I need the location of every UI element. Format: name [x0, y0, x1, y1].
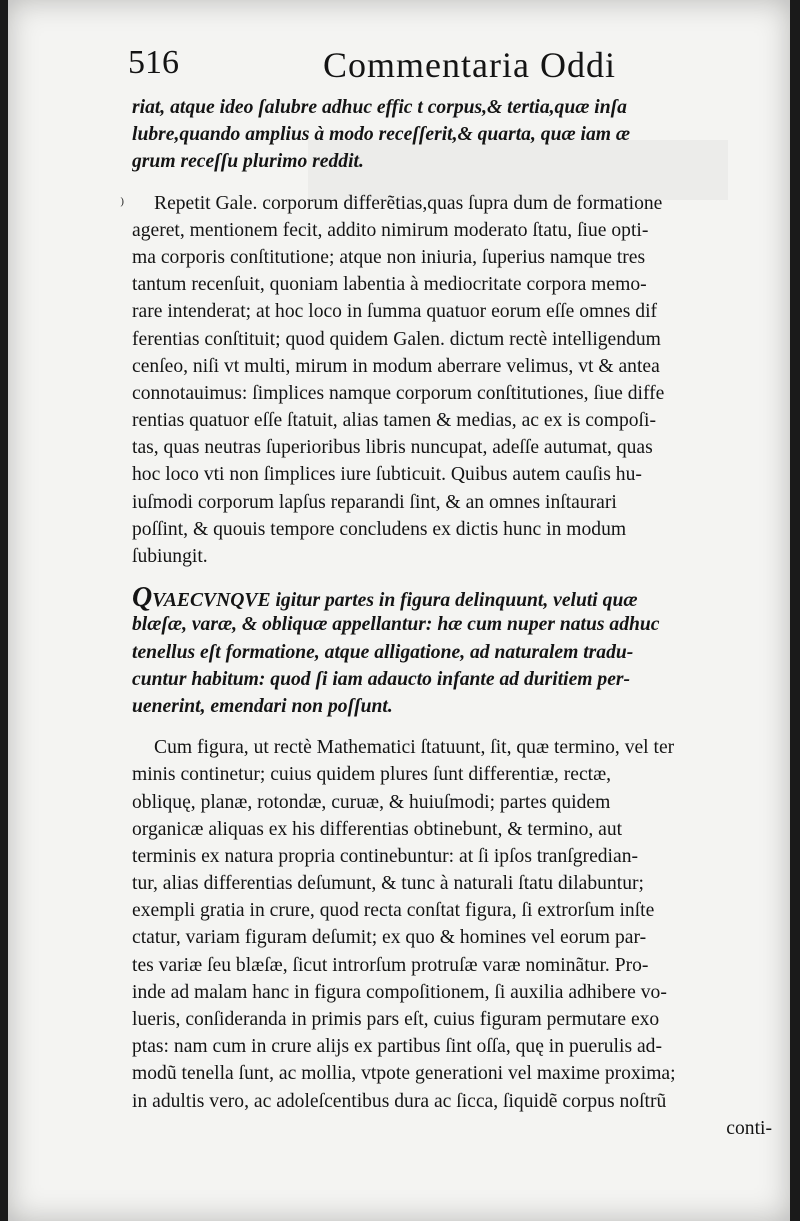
- lemma-paragraph: [132, 584, 772, 720]
- text-line: organicæ aliquas ex his differentias obtinebunt, & termino, aut: [132, 818, 623, 840]
- text-line: ptas: nam cum in crure alijs ex partibus ſint oſſa, quę in puerulis ad-: [132, 1036, 662, 1058]
- catchword: conti-: [726, 1117, 772, 1139]
- text-line: riat, atque ideo ſalubre adhuc effic t corpus,& tertia,quæ inſa: [132, 97, 627, 118]
- margin-tick-mark: ⁾: [120, 195, 125, 216]
- text-line: lueris, conſideranda in primis pars eſt, cuius figuram permutare exo: [132, 1009, 660, 1030]
- text-line: iuſmodi corporum lapſus reparandi ſint, & an omnes inſtaurari: [132, 491, 617, 513]
- text-line: modũ tenella ſunt, ac mollia, vtpote generationi vel maxime proxima;: [132, 1063, 676, 1085]
- text-line: terminis ex natura propria continebuntur: at ſi ipſos tranſgredian-: [132, 845, 639, 867]
- text-line: cenſeo, niſi vt multi, mirum in modum aberrare velimus, vt & antea: [132, 355, 660, 377]
- text-line: Repetit Gale. corporum differẽtias,quas ſupra dum de formatione: [154, 192, 663, 214]
- text-line: poſſint, & quouis tempore concludens ex dictis hunc in modum: [132, 518, 627, 540]
- text-line: grum receſſu plurimo reddit.: [132, 151, 364, 173]
- page-header: [128, 44, 748, 92]
- text-line: VAECVNQVE igitur partes in figura delinquunt, veluti quæ: [152, 590, 638, 612]
- commentary-paragraph-1: [132, 190, 772, 571]
- page-number: 516: [128, 44, 179, 81]
- text-line: lubre,quando amplius à modo receſſerit,& quarta, quæ iam æ: [132, 124, 631, 146]
- text-line: minis continetur; cuius quidem plures ſunt differentiæ, rectæ,: [132, 764, 612, 786]
- text-line: connotauimus: ſimplices namque corporum conſtitutiones, ſiue diffe: [132, 382, 665, 404]
- text-line: uenerint, emendari non poſſunt.: [132, 695, 393, 717]
- text-line: rentias quatuor eſſe ſtatuit, alias tamen & medias, ac ex is compoſi-: [132, 410, 656, 432]
- text-line: tes variæ ſeu blæſæ, ſicut introrſum protruſæ varæ nominãtur. Pro-: [132, 954, 649, 976]
- text-line: tenellus eſt formatione, atque alligatione, ad naturalem tradu-: [132, 641, 634, 663]
- continuation-lemma: [132, 94, 772, 176]
- text-line: exempli gratia in crure, quod recta conſtat figura, ſi extrorſum inſte: [132, 900, 655, 922]
- text-line: Cum figura, ut rectè Mathematici ſtatuunt, ſit, quæ termino, vel ter: [154, 737, 675, 759]
- lemma-dropcap: Q: [132, 584, 153, 612]
- main-text: [132, 94, 772, 1142]
- text-line: tur, alias differentias deſumunt, & tunc à naturali ſtatu dilabuntur;: [132, 873, 644, 895]
- text-line: rare intenderat; at hoc loco in ſumma quatuor eorum eſſe omnes dif: [132, 301, 658, 323]
- text-line: inde ad malam hanc in figura compoſitionem, ſi auxilia adhibere vo-: [132, 981, 667, 1003]
- text-line: ageret, mentionem fecit, addito nimirum moderato ſtatu, ſiue opti-: [132, 219, 649, 241]
- text-line: cuntur habitum: quod ſi iam adaucto infante ad duritiem per-: [132, 668, 631, 690]
- text-line: tantum recenſuit, quoniam labentia à mediocritate corpora memo-: [132, 274, 647, 296]
- text-line: in adultis vero, ac adoleſcentibus dura ac ſicca, ſiquidẽ corpus noſtrũ: [132, 1090, 667, 1112]
- text-line: ſubiungit.: [132, 546, 208, 567]
- running-head: Commentaria Oddi: [323, 45, 616, 85]
- text-line: blæſæ, varæ, & obliquæ appellantur: hæ cum nuper natus adhuc: [132, 614, 660, 636]
- text-line: hoc loco vti non ſimplices iure ſubticuit. Quibus autem cauſis hu-: [132, 464, 642, 486]
- text-line: ferentias conſtituit; quod quidem Galen. dictum rectè intelligendum: [132, 328, 661, 350]
- text-line: tas, quas neutras ſuperioribus libris nuncupat, adeſſe autumat, quas: [132, 437, 653, 459]
- text-line: ma corporis conſtitutione; atque non iniuria, ſuperius namque tres: [132, 246, 646, 268]
- text-line: ctatur, variam figuram deſumit; ex quo & homines vel eorum par-: [132, 927, 647, 949]
- commentary-paragraph-2: [132, 734, 772, 1142]
- book-page: [8, 0, 790, 1221]
- text-line: obliquę, planæ, rotondæ, curuæ, & huiuſmodi; partes quidem: [132, 791, 611, 813]
